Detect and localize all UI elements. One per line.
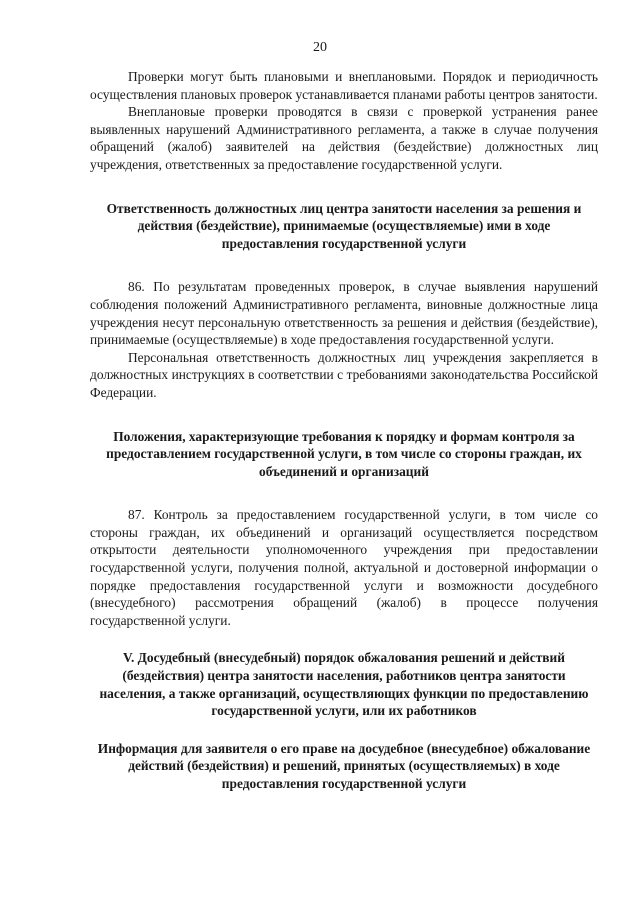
heading-control-requirements: Положения, характеризующие требования к порядку и формам контроля за предоставлением государственной услуги, в том числе со стороны граждан, их объединений и организаций	[106, 428, 582, 479]
heading-applicant-information: Информация для заявителя о его праве на досудебное (внесудебное) обжалование действий (бездействия) и решений, принятых (осуществляемых) в ходе предоставления государственной услуги	[97, 740, 591, 791]
paragraph-personal-responsibility: Персональная ответственность должностных лиц учреждения закрепляется в должностных инструкциях в соответствии с требованиями законодательства Российской Федерации.	[90, 349, 598, 400]
paragraph-87: 87. Контроль за предоставлением государственной услуги, в том числе со стороны граждан, их объединений и организаций осуществляется посредством открытости деятельности уполномоченного учреждения при предоставлении государственной услуги, получения полной, актуальной и достоверной информации о порядке предоставления государственной услуги и возможности досудебного (внесудебного) рассмотрения обращений (жалоб) в процессе получения государственной услуги.	[90, 507, 598, 628]
document-body	[90, 68, 598, 793]
heading-officials-responsibility: Ответственность должностных лиц центра занятости населения за решения и действия (бездействие), принимаемые (осуществляемые) ими в ходе предоставления государственной услуги	[106, 200, 582, 251]
page-number: 20	[313, 40, 327, 55]
paragraph-inspections-types: Проверки могут быть плановыми и внеплановыми. Порядок и периодичность осуществления плановых проверок устанавливается планами работы центров занятости.	[90, 69, 598, 102]
paragraph-86: 86. По результатам проведенных проверок, в случае выявления нарушений соблюдения положений Административного регламента, виновные должностные лица учреждения несут персональную ответственность за решения и действия (бездействие), принимаемые (осуществляемые) в ходе предоставления государственной услуги.	[90, 279, 598, 348]
heading-section-v: V. Досудебный (внесудебный) порядок обжалования решений и действий (бездействия) центра занятости населения, работников центра занятости населения, а также организаций, осуществляющих функции по предоставлению государственной услуги, или их работников	[99, 650, 589, 719]
paragraph-unscheduled-inspections: Внеплановые проверки проводятся в связи с проверкой устранения ранее выявленных нарушений Административного регламента, а также в случае получения обращений (жалоб) заявителей на действия (бездействие) должностных лиц учреждения, ответственных за предоставление государственной услуги.	[90, 104, 598, 172]
